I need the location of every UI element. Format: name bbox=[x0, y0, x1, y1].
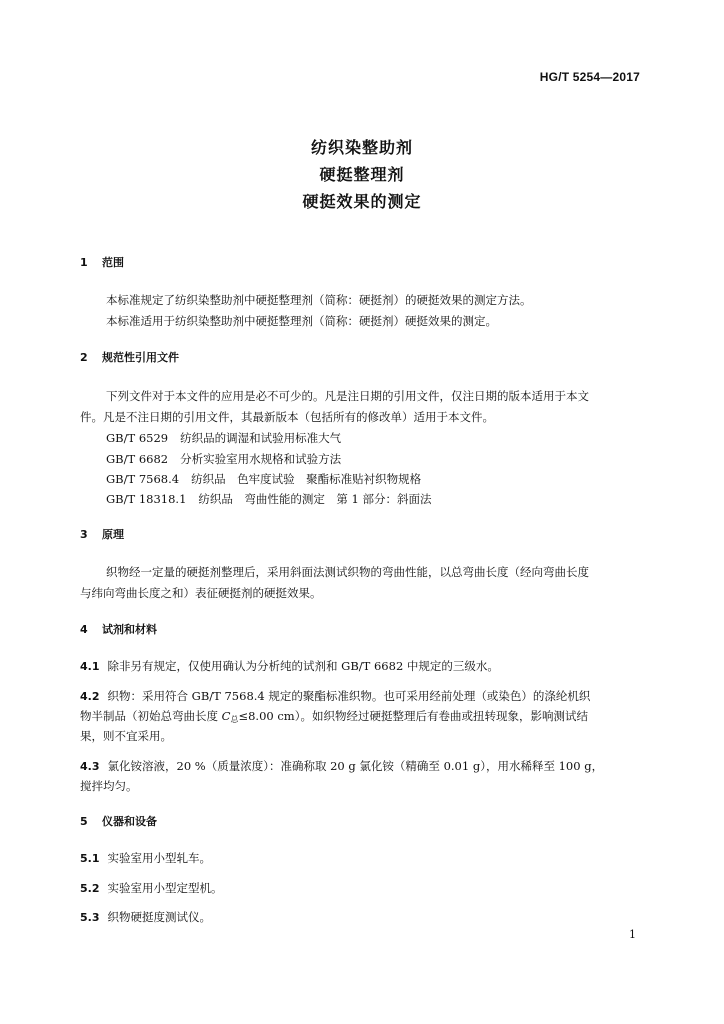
section-3-line-2: 与纬向弯曲长度之和）表征硬挺剂的硬挺效果。 bbox=[80, 586, 322, 600]
section-3-line-1: 织物经一定量的硬挺剂整理后，采用斜面法测试织物的弯曲性能，以总弯曲长度（经向弯曲长度 bbox=[106, 565, 589, 579]
clause-4-2-line-1 bbox=[80, 686, 590, 707]
section-number: 4 bbox=[80, 623, 88, 636]
section-1-paragraph-1: 本标准规定了纺织染整助剂中硬挺整理剂（简称：硬挺剂）的硬挺效果的测定方法。 bbox=[106, 293, 532, 307]
reference-code: GB/T 7568.4 bbox=[106, 472, 180, 486]
section-2-intro-line-2: 件。凡是不注日期的引用文件，其最新版本（包括所有的修改单）适用于本文件。 bbox=[80, 410, 494, 424]
clause-text: 织物：采用符合 GB/T 7568.4 规定的聚酯标准织物。也可采用经前处理（或染色）的涤纶机织 bbox=[107, 689, 591, 703]
clause-text: 织物硬挺度测试仪。 bbox=[107, 910, 211, 924]
section-1-paragraph-2: 本标准适用于纺织染整助剂中硬挺整理剂（简称：硬挺剂）硬挺效果的测定。 bbox=[106, 314, 497, 328]
symbol-subscript: 总 bbox=[230, 715, 239, 724]
clause-text: ≤8.00 cm）。如织物经过硬挺整理后有卷曲或扭转现象，影响测试结 bbox=[238, 709, 588, 723]
section-number: 5 bbox=[80, 815, 88, 828]
clause-text: 除非另有规定，仅使用确认为分析纯的试剂和 GB/T 6682 中规定的三级水。 bbox=[107, 659, 499, 673]
normative-reference bbox=[106, 449, 341, 469]
section-title: 范围 bbox=[102, 256, 124, 269]
title-line-1: 纺织染整助剂 bbox=[310, 138, 413, 157]
clause-number: 5.1 bbox=[80, 852, 100, 865]
clause-number: 4.3 bbox=[80, 760, 100, 773]
clause-text: 实验室用小型轧车。 bbox=[107, 851, 211, 865]
normative-reference bbox=[106, 489, 432, 509]
title-line-2: 硬挺整理剂 bbox=[319, 165, 405, 184]
normative-reference bbox=[106, 469, 421, 489]
section-3-heading bbox=[80, 525, 124, 545]
reference-code: GB/T 6529 bbox=[106, 431, 169, 445]
clause-number: 4.1 bbox=[80, 660, 100, 673]
clause-4-1 bbox=[80, 656, 499, 677]
reference-title: 纺织品 色牢度试验 聚酯标准贴衬织物规格 bbox=[191, 472, 422, 486]
section-title: 试剂和材料 bbox=[102, 623, 157, 636]
clause-text: 实验室用小型定型机。 bbox=[107, 881, 223, 895]
section-1-heading bbox=[80, 253, 124, 273]
standard-code: HG/T 5254—2017 bbox=[539, 70, 640, 84]
section-4-heading bbox=[80, 620, 157, 640]
reference-title: 纺织品的调湿和试验用标准大气 bbox=[180, 431, 342, 445]
clause-number: 5.2 bbox=[80, 882, 100, 895]
section-2-intro-line-1: 下列文件对于本文件的应用是必不可少的。凡是注日期的引用文件，仅注日期的版本适用于本文 bbox=[106, 389, 589, 403]
section-title: 规范性引用文件 bbox=[102, 351, 179, 364]
title-line-3: 硬挺效果的测定 bbox=[302, 192, 422, 211]
reference-code: GB/T 6682 bbox=[106, 452, 169, 466]
clause-5-1 bbox=[80, 848, 211, 869]
clause-5-3 bbox=[80, 907, 211, 928]
clause-number: 4.2 bbox=[80, 690, 100, 703]
section-number: 2 bbox=[80, 351, 88, 364]
clause-text: 氯化铵溶液，20 %（质量浓度）：准确称取 20 g 氯化铵（精确至 0.01 g），用水稀释至 100 g， bbox=[107, 759, 604, 773]
section-number: 3 bbox=[80, 528, 88, 541]
reference-code: GB/T 18318.1 bbox=[106, 492, 187, 506]
section-5-heading bbox=[80, 812, 157, 832]
reference-title: 纺织品 弯曲性能的测定 第 1 部分：斜面法 bbox=[198, 492, 432, 506]
page-number: 1 bbox=[629, 928, 636, 941]
normative-reference bbox=[106, 428, 341, 448]
symbol-c: C bbox=[221, 709, 231, 723]
reference-title: 分析实验室用水规格和试验方法 bbox=[180, 452, 342, 466]
section-2-heading bbox=[80, 348, 179, 368]
section-title: 原理 bbox=[102, 528, 124, 541]
document-title bbox=[0, 134, 724, 215]
clause-5-2 bbox=[80, 878, 223, 899]
clause-text: 物半制品（初始总弯曲长度 bbox=[80, 709, 222, 723]
section-number: 1 bbox=[80, 256, 88, 269]
clause-4-3-line-2: 搅拌均匀。 bbox=[80, 779, 138, 793]
section-title: 仪器和设备 bbox=[102, 815, 157, 828]
clause-4-2-line-3: 果，则不宜采用。 bbox=[80, 729, 172, 743]
clause-number: 5.3 bbox=[80, 911, 100, 924]
clause-4-3-line-1 bbox=[80, 756, 603, 777]
